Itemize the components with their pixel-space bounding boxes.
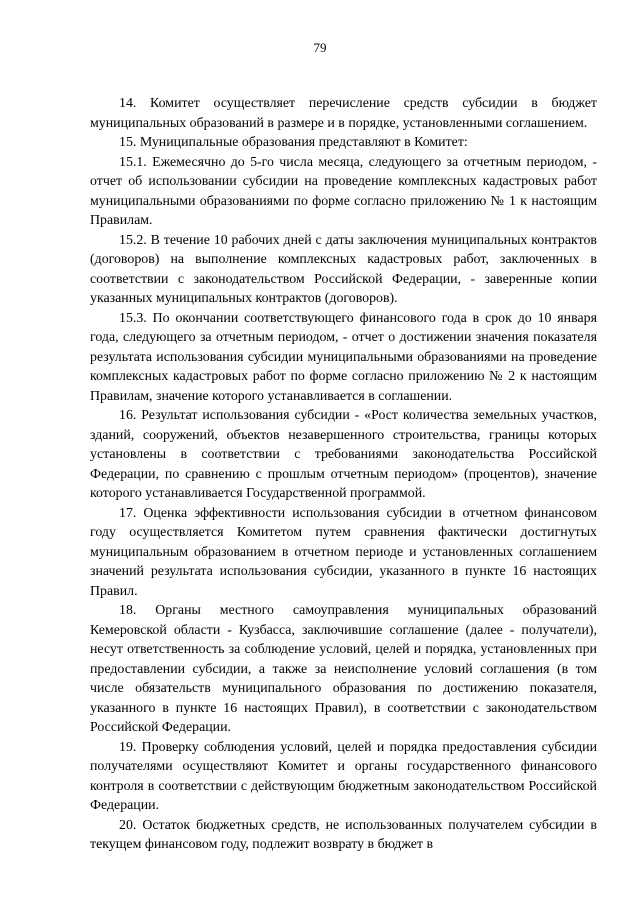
paragraph-14: 14. Комитет осуществляет перечисление средств субсидии в бюджет муниципальных образований в размере и в порядке, установленными соглашением. bbox=[90, 96, 597, 131]
paragraph-16: 16. Результат использования субсидии - «Рост количества земельных участков, зданий, сооружений, объектов незавершенного строительства, границы которых установлены в соответствии с требованиями законодательства Российской Федерации, по сравнению с прошлым отчетным периодом» (процентов), значение которого устанавливается Государственной программой. bbox=[90, 408, 597, 501]
paragraph-15-1: 15.1. Ежемесячно до 5-го числа месяца, следующего за отчетным периодом, - отчет об использовании субсидии на проведение комплексных кадастровых работ муниципальными образованиями по форме согласно приложению № 1 к настоящим Правилам. bbox=[90, 154, 597, 228]
paragraph-15: 15. Муниципальные образования представляют в Комитет: bbox=[119, 135, 468, 150]
page-number: 79 bbox=[313, 40, 327, 55]
paragraph-20: 20. Остаток бюджетных средств, не использованных получателем субсидии в текущем финансовом году, подлежит возврату в бюджет в bbox=[90, 817, 597, 852]
paragraph-15-3: 15.3. По окончании соответствующего финансового года в срок до 10 января года, следующего за отчетным периодом, - отчет о достижении значения показателя результата использования субсидии муниципальными образованиями на проведение комплексных кадастровых работ по форме согласно приложению № 2 к настоящим Правилам, значение которого устанавливается в соглашении. bbox=[90, 310, 597, 404]
paragraph-17: 17. Оценка эффективности использования субсидии в отчетном финансовом году осуществляется Комитетом путем сравнения фактически достигнутых муниципальным образованием в отчетном периоде и установленных соглашением значений результата использования субсидии, указанного в пункте 16 настоящих Правил. bbox=[90, 505, 597, 599]
paragraph-15-2: 15.2. В течение 10 рабочих дней с даты заключения муниципальных контрактов (договоров) на выполнение комплексных кадастровых работ, заключенных в соответствии с законодательством Российской Федерации, - заверенные копии указанных муниципальных контрактов (договоров). bbox=[90, 232, 597, 306]
paragraph-19: 19. Проверку соблюдения условий, целей и порядка предоставления субсидии получателями осуществляют Комитет и органы государственного финансового контроля в соответствии с действующим бюджетным законодательством Российской Федерации. bbox=[90, 739, 597, 813]
paragraph-18: 18. Органы местного самоуправления муниципальных образований Кемеровской области - Кузбасса, заключившие соглашение (далее - получатели), несут ответственность за соблюдение условий, целей и порядка, установленных при предоставлении субсидии, а также за неисполнение условий соглашения (в том числе обязательств муниципального образования по достижению показателя, указанного в пункте 16 настоящих Правил), в соответствии с законодательством Российской Федерации. bbox=[90, 603, 597, 735]
document-body bbox=[90, 94, 597, 855]
